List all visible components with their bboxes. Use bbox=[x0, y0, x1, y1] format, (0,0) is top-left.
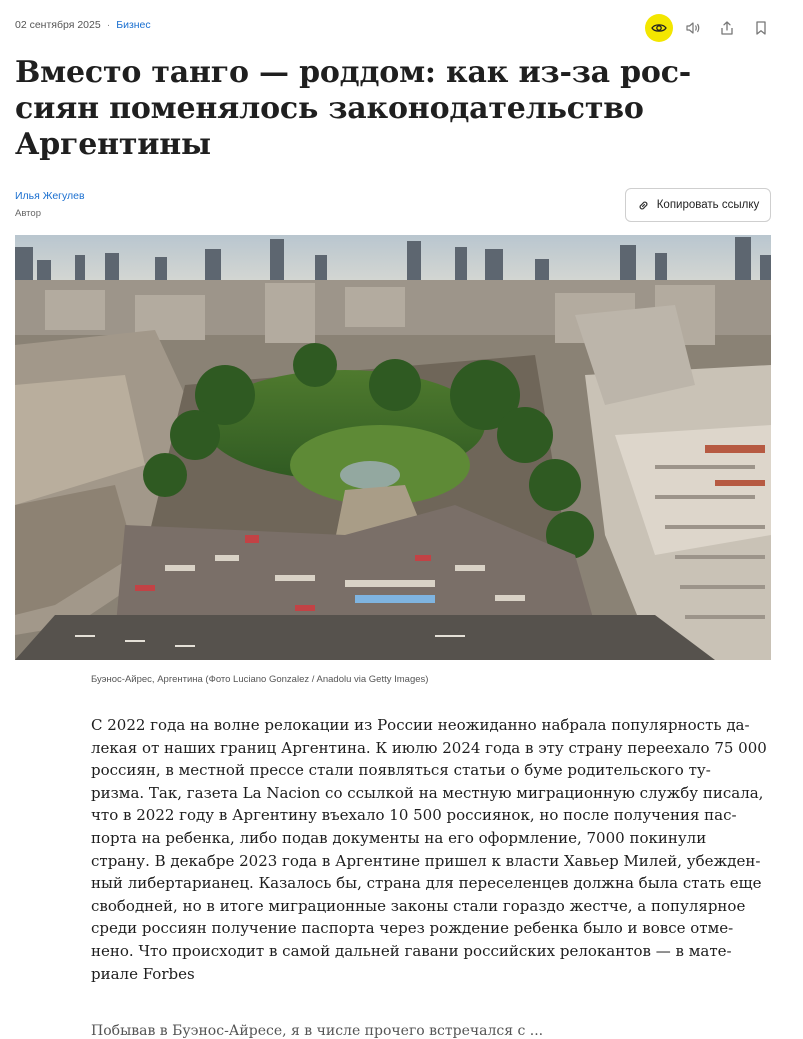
author-name-link[interactable]: Илья Жегулев bbox=[15, 190, 85, 202]
lead-line: порта на ребенка, либо подав документы на его оформление, 7000 покинули bbox=[91, 828, 707, 847]
title-line: Вместо танго — роддом: как из-за рос- bbox=[15, 55, 692, 90]
lead-line: что в 2022 году в Аргентину въехало 10 500 россиянок, но после получения пас- bbox=[91, 806, 737, 825]
article-date: 02 сентября 2025 bbox=[15, 19, 101, 31]
eye-icon[interactable] bbox=[645, 14, 673, 42]
lead-line: С 2022 года на волне релокации из России неожиданно набрала популярность да- bbox=[91, 716, 750, 734]
lead-line: страну. В декабре 2023 года в Аргентине пришел к власти Хавьер Милей, убежден- bbox=[91, 851, 761, 870]
next-paragraph-text: Побывав в Буэнос-Айресе, я в числе прочего встречался с ... bbox=[91, 1023, 544, 1039]
meta-separator: · bbox=[106, 19, 111, 31]
link-icon bbox=[637, 199, 650, 212]
article-toolbar bbox=[645, 14, 775, 42]
photo-caption: Буэнос-Айрес, Аргентина (Фото Luciano Gonzalez / Anadolu via Getty Images) bbox=[91, 674, 429, 685]
article-lead bbox=[91, 714, 775, 985]
lead-line: среди россиян получение паспорта через рождение ребенка было и вовсе отме- bbox=[91, 919, 734, 938]
next-paragraph-clipped bbox=[91, 1023, 771, 1039]
category-link[interactable]: Бизнес bbox=[116, 19, 151, 31]
lead-line: ризма. Так, газета La Nacion со ссылкой на местную миграционную службу писала, bbox=[91, 783, 764, 802]
author-block bbox=[15, 190, 85, 219]
share-icon[interactable] bbox=[713, 14, 741, 42]
copy-link-label: Копировать ссылку bbox=[656, 199, 760, 211]
title-line: Аргентины bbox=[15, 127, 211, 162]
lead-line: лекая от наших границ Аргентина. К июлю 2024 года в эту страну переехало 75 000 bbox=[91, 738, 767, 757]
lead-line: россиян, в местной прессе стали появляться статьи о буме родительского ту- bbox=[91, 761, 711, 780]
lead-line: свободней, но в итоге миграционные законы стали гораздо жестче, а популярное bbox=[91, 896, 746, 915]
lead-line: риале Forbes bbox=[91, 964, 195, 983]
article-topbar bbox=[15, 14, 775, 38]
title-line: сиян поменялось законодательство bbox=[15, 91, 644, 126]
audio-icon[interactable] bbox=[679, 14, 707, 42]
article-meta bbox=[15, 19, 151, 31]
author-role: Автор bbox=[15, 208, 41, 219]
article-photo bbox=[15, 235, 771, 660]
lead-line: ный либертарианец. Казалось бы, страна для переселенцев должна была стать еще bbox=[91, 874, 762, 893]
article-title bbox=[15, 55, 695, 163]
copy-link-button[interactable] bbox=[625, 188, 771, 222]
lead-line: нено. Что происходит в самой дальней гавани российских релокантов — в мате- bbox=[91, 941, 732, 960]
bookmark-icon[interactable] bbox=[747, 14, 775, 42]
